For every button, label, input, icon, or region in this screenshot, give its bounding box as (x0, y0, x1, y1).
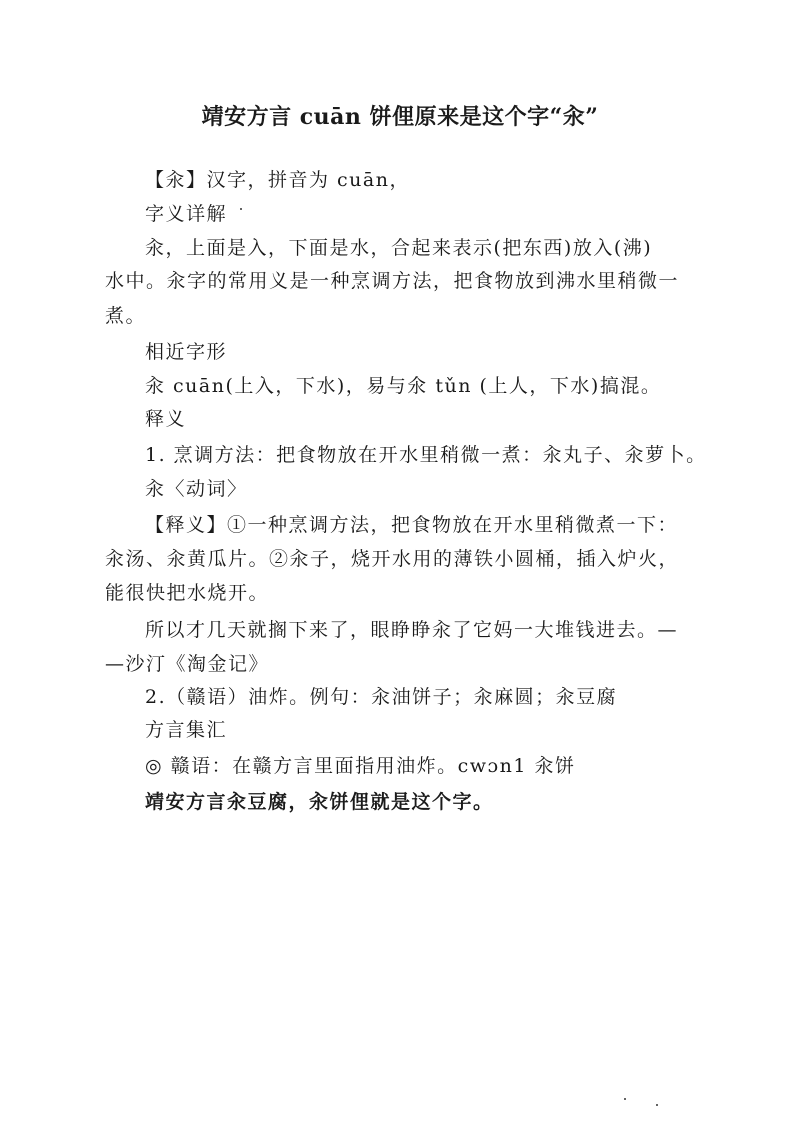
section-heading-meaning: 字义详解 (145, 203, 228, 225)
paragraph-line: 煮。 (105, 305, 147, 327)
paragraph-line: 水中。汆字的常用义是一种烹调方法，把食物放到沸水里稍微一 (105, 270, 680, 292)
entry-heading: 【汆】汉字，拼音为 cuān， (145, 169, 410, 191)
paragraph-line: 汆 cuān(上入，下水)，易与氽 tǔn (上人，下水)搞混。 (145, 375, 662, 397)
scan-speck (240, 208, 242, 210)
paragraph-line: 【释义】①一种烹调方法，把食物放在开水里稍微煮一下： (145, 514, 679, 536)
paragraph-line: ◎ 赣语：在赣方言里面指用油炸。cwɔn1 汆饼 (145, 755, 576, 777)
paragraph-line: 汆汤、汆黄瓜片。②汆子，烧开水用的薄铁小圆桶，插入炉火， (105, 548, 680, 570)
paragraph-line: 汆〈动词〉 (145, 478, 248, 500)
section-heading-similar: 相近字形 (145, 341, 228, 363)
paragraph-line: 汆，上面是入，下面是水，合起来表示(把东西)放入(沸) (145, 237, 653, 259)
paragraph-line: 能很快把水烧开。 (105, 582, 270, 604)
paragraph-line: 1. 烹调方法：把食物放在开水里稍微一煮：汆丸子、汆萝卜。 (145, 444, 707, 466)
closing-statement: 靖安方言汆豆腐，汆饼俚就是这个字。 (145, 791, 494, 813)
section-heading-definition: 释义 (145, 408, 187, 430)
section-heading-dialect: 方言集汇 (145, 719, 228, 741)
document-title: 靖安方言 cuān 饼俚原来是这个字“汆” (201, 104, 599, 130)
scan-speck (624, 1098, 626, 1100)
paragraph-line: —沙汀《淘金记》 (105, 653, 270, 675)
scan-speck (656, 1104, 658, 1106)
paragraph-line: 所以才几天就搁下来了，眼睁睁汆了它妈一大堆钱进去。— (145, 619, 679, 641)
paragraph-line: 2.（赣语）油炸。例句：汆油饼子；汆麻圆；汆豆腐 (145, 686, 618, 708)
